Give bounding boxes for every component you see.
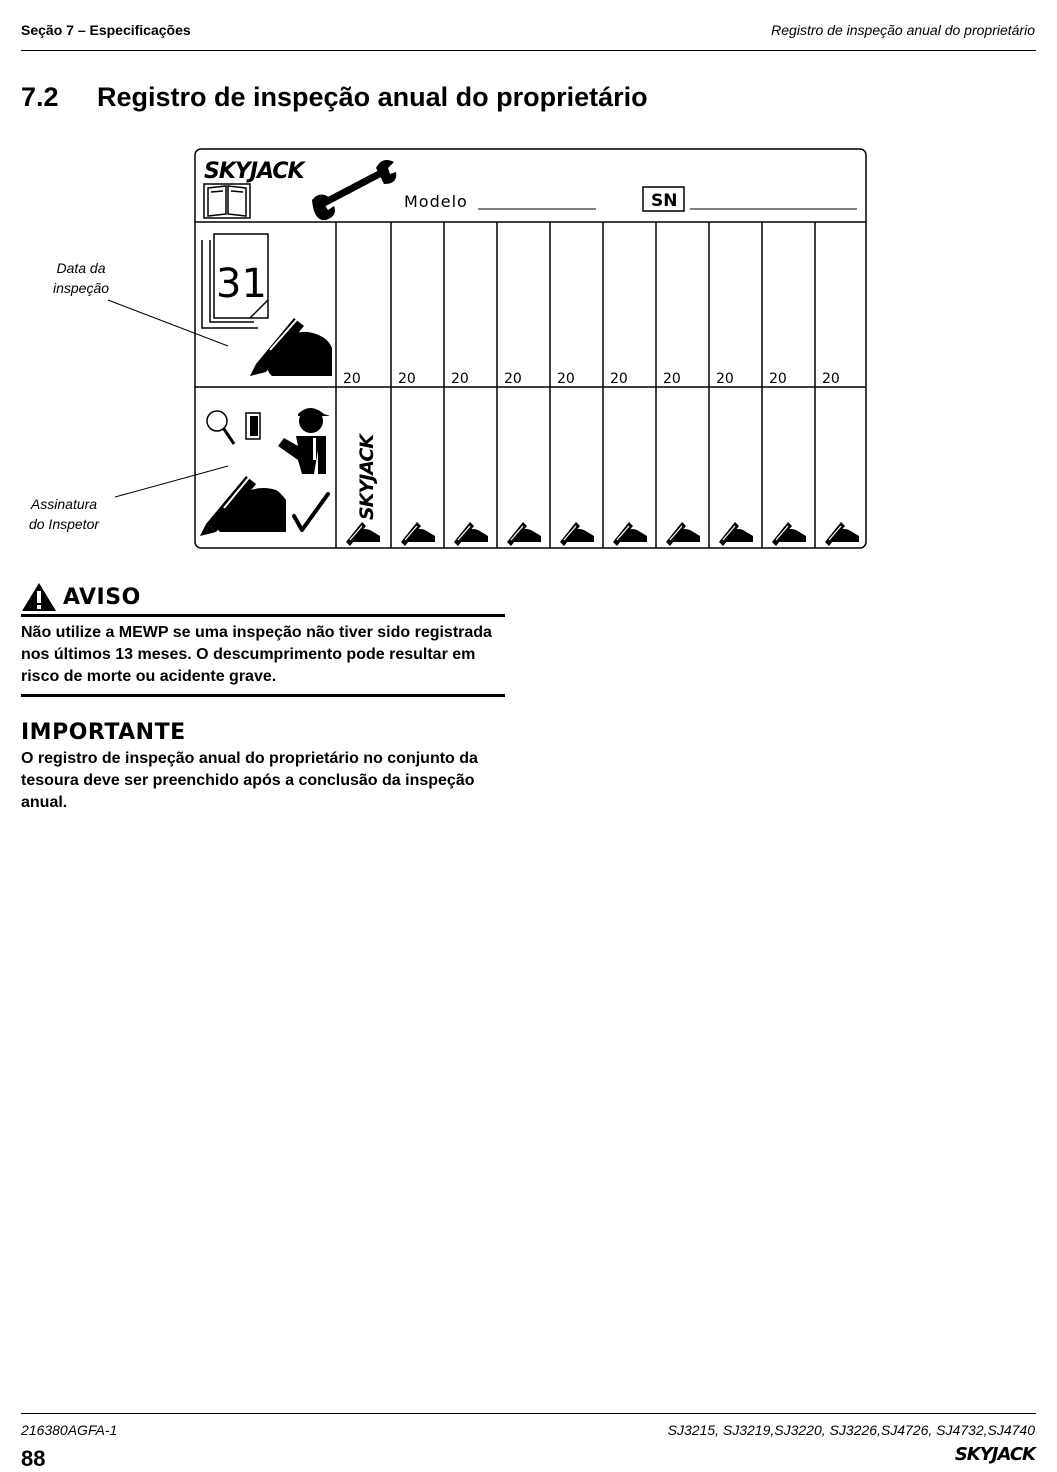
callout-leader-signature bbox=[115, 466, 228, 497]
signature-pen-icon bbox=[560, 522, 594, 546]
sn-label: SN bbox=[651, 191, 678, 211]
footer-brand-logo: SKYJACK bbox=[954, 1444, 1035, 1465]
inspection-record-form bbox=[0, 0, 1057, 560]
signature-pen-icon bbox=[454, 522, 488, 546]
year-label: 20 bbox=[343, 371, 361, 387]
year-labels bbox=[343, 371, 840, 387]
warning-triangle-icon bbox=[21, 582, 57, 612]
year-label: 20 bbox=[398, 371, 416, 387]
warning-bottom-rule bbox=[21, 694, 505, 697]
footer-divider bbox=[21, 1413, 1036, 1414]
form-brand-logo: SKYJACK bbox=[204, 159, 304, 184]
important-title: IMPORTANTE bbox=[21, 720, 186, 745]
header-section: Seção 7 – Especificações bbox=[21, 22, 191, 38]
signature-pen-icon bbox=[772, 522, 806, 546]
calendar-day: 31 bbox=[216, 261, 267, 307]
writing-hand-icon bbox=[250, 316, 332, 376]
inspector-person-icon bbox=[246, 408, 330, 474]
signature-hand-icon bbox=[200, 474, 286, 536]
callout-inspector-signature: Assinatura do Inspetor bbox=[28, 496, 100, 532]
year-label: 20 bbox=[716, 371, 734, 387]
signature-pen-icon bbox=[666, 522, 700, 546]
section-title: Registro de inspeção anual do proprietário bbox=[97, 82, 648, 112]
manual-book-icon bbox=[204, 184, 250, 218]
footer-models: SJ3215, SJ3219,SJ3220, SJ3226,SJ4726, SJ4732,SJ4740 bbox=[667, 1422, 1035, 1438]
year-label: 20 bbox=[769, 371, 787, 387]
year-label: 20 bbox=[557, 371, 575, 387]
signature-pen-icon bbox=[719, 522, 753, 546]
signature-pen-icon bbox=[346, 522, 380, 546]
year-label: 20 bbox=[610, 371, 628, 387]
warning-text: Não utilize a MEWP se uma inspeção não tiver sido registrada nos últimos 13 meses. O descumprimento pode resultar em risco de morte ou acidente grave. bbox=[21, 624, 492, 685]
header-running-title: Registro de inspeção anual do proprietário bbox=[771, 22, 1035, 38]
magnifier-icon bbox=[207, 411, 234, 444]
callout-inspection-date: Data da inspeção bbox=[52, 260, 110, 296]
year-label: 20 bbox=[822, 371, 840, 387]
model-label: Modelo bbox=[404, 192, 468, 211]
checkmark-icon bbox=[294, 494, 328, 530]
year-label: 20 bbox=[663, 371, 681, 387]
signature-pen-icon bbox=[825, 522, 859, 546]
section-number: 7.2 bbox=[21, 82, 59, 112]
wrench-icon bbox=[312, 160, 396, 220]
vertical-brand-logo: SKYJACK bbox=[356, 434, 378, 520]
year-label: 20 bbox=[504, 371, 522, 387]
signature-pen-icon bbox=[507, 522, 541, 546]
signature-pen-icon bbox=[401, 522, 435, 546]
warning-title: AVISO bbox=[63, 585, 141, 610]
footer-doc-number: 216380AGFA-1 bbox=[21, 1422, 118, 1438]
important-text: O registro de inspeção anual do proprietário no conjunto da tesoura deve ser preenchido após a conclusão da inspeção anual. bbox=[21, 750, 478, 811]
year-label: 20 bbox=[451, 371, 469, 387]
page-number: 88 bbox=[21, 1446, 46, 1471]
signature-pen-icon bbox=[613, 522, 647, 546]
